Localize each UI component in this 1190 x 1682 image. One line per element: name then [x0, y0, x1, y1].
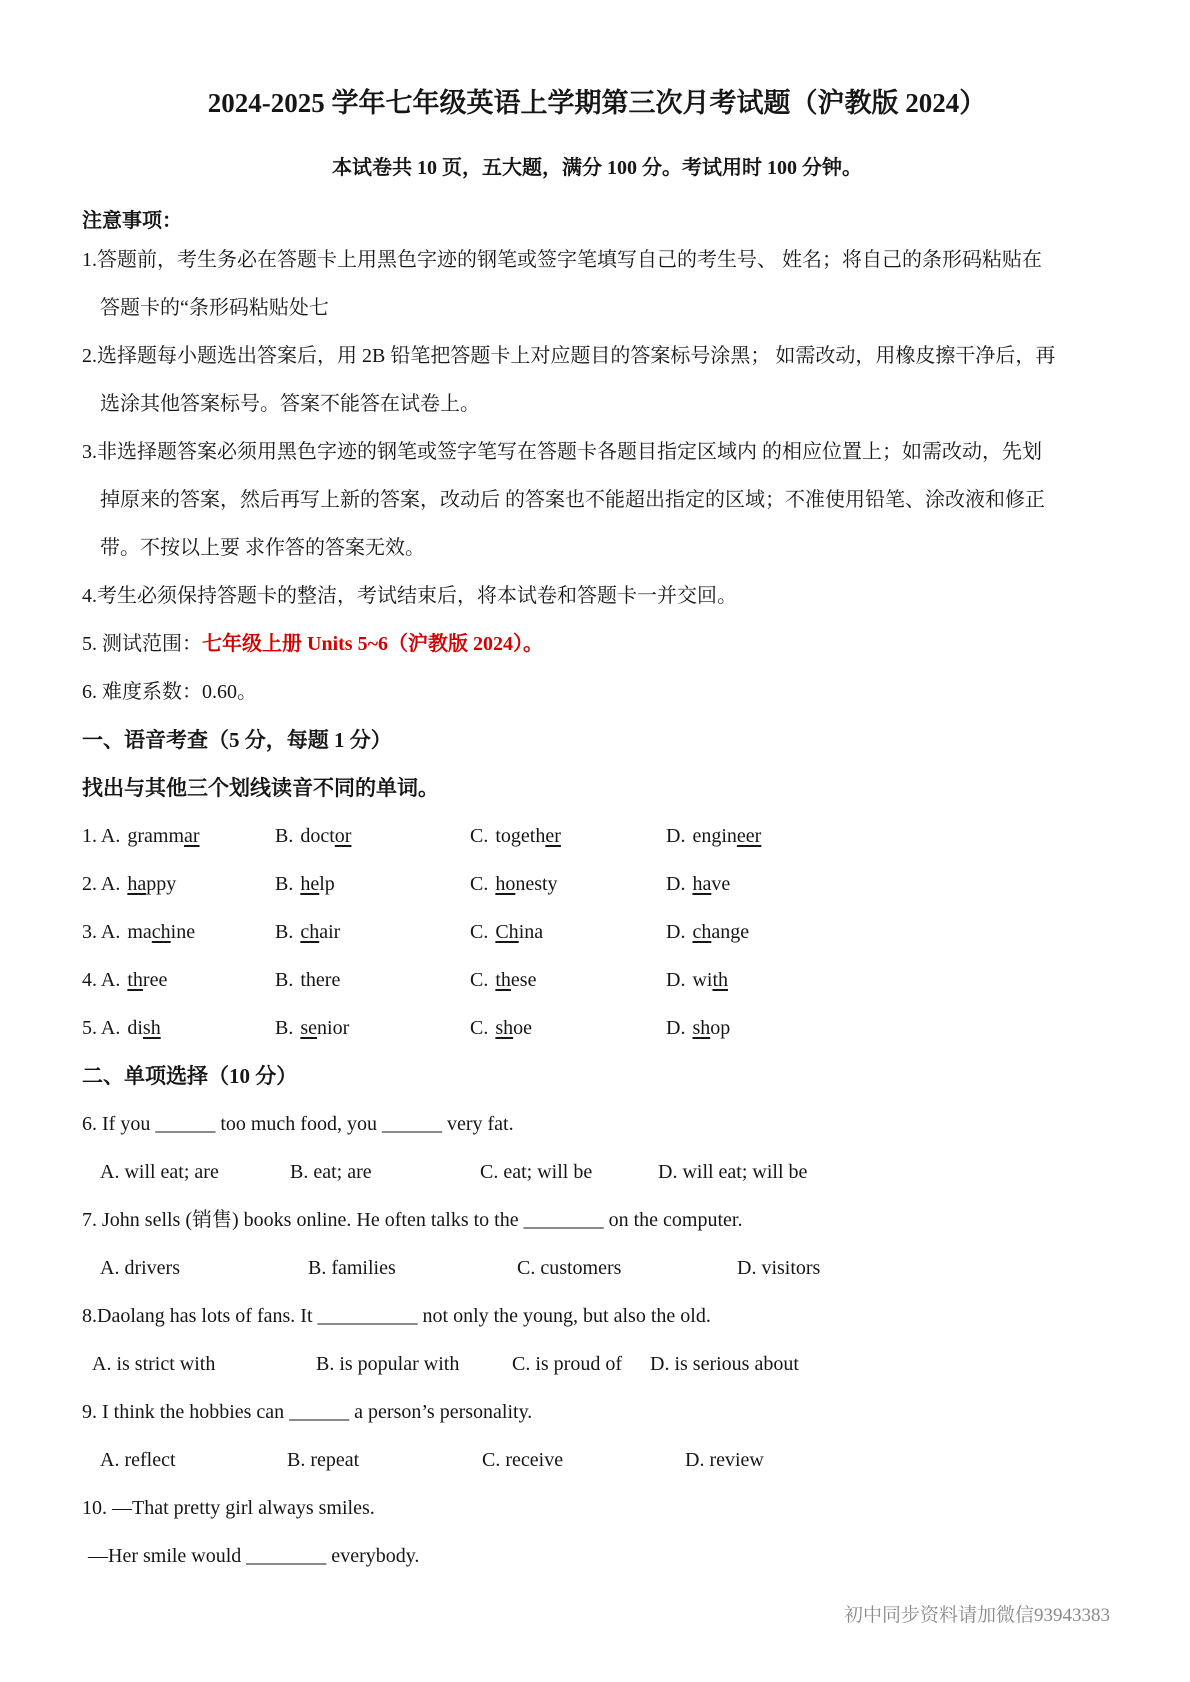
word-segment: ppy	[146, 873, 177, 895]
underlined-segment: th	[495, 969, 511, 991]
option-label: B.	[275, 969, 294, 991]
option-label: D.	[666, 825, 686, 847]
underlined-segment: th	[127, 969, 143, 991]
mc-option: D. is serious about	[650, 1353, 799, 1375]
word-segment: di	[127, 1017, 143, 1039]
phonetic-row-5	[82, 1004, 1112, 1052]
question-10-stem-line-2: —Her smile would ________ everybody.	[88, 1545, 420, 1567]
option-label: D.	[666, 1017, 686, 1039]
underlined-segment: ar	[184, 825, 200, 847]
option-label: D.	[666, 921, 686, 943]
word-segment: ree	[142, 969, 168, 991]
watermark-footer: 初中同步资料请加微信93943383	[843, 1605, 1110, 1626]
word-segment: togeth	[495, 825, 546, 847]
underlined-segment: se	[300, 1017, 318, 1039]
option-label: C.	[470, 921, 489, 943]
phonetic-option	[470, 860, 666, 908]
mc-option: C. is proud of	[512, 1353, 622, 1375]
phonetic-option	[470, 1004, 666, 1052]
underlined-segment: er	[545, 825, 561, 847]
word-segment: nior	[317, 1017, 350, 1039]
mc-option: A. drivers	[100, 1257, 180, 1279]
question-10-stem-line-1: 10. —That pretty girl always smiles.	[82, 1497, 375, 1519]
option-label: B.	[275, 825, 294, 847]
mc-option: A. will eat; are	[100, 1161, 219, 1183]
mc-option: D. visitors	[737, 1257, 821, 1279]
notice-5-prefix: 5. 测试范围：	[82, 633, 202, 655]
question-9-stem: 9. I think the hobbies can ______ a person’s personality.	[82, 1401, 533, 1423]
phonetic-option	[82, 908, 275, 956]
mc-option: B. is popular with	[316, 1353, 460, 1375]
word-segment: op	[710, 1017, 731, 1039]
option-label: C.	[470, 825, 489, 847]
option-label: 1. A.	[82, 825, 121, 847]
underlined-segment: ch	[300, 921, 320, 943]
word-segment: lp	[319, 873, 335, 895]
section-1-instruction: 找出与其他三个划线读音不同的单词。	[82, 776, 439, 800]
notice-3-line-2: 掉原来的答案，然后再写上新的答案，改动后 的答案也不能超出指定的区域；不准使用铅笔、涂改液和修正	[100, 489, 1045, 511]
question-8-stem: 8.Daolang has lots of fans. It __________ not only the young, but also the old.	[82, 1305, 711, 1327]
option-label: 5. A.	[82, 1017, 121, 1039]
phonetic-option	[470, 908, 666, 956]
underlined-segment: th	[712, 969, 729, 991]
underlined-segment: sh	[692, 1017, 711, 1039]
notice-6: 6. 难度系数：0.60。	[82, 681, 257, 703]
question-6-stem: 6. If you ______ too much food, you ______ very fat.	[82, 1113, 514, 1135]
underlined-segment: ho	[495, 873, 516, 895]
option-label: B.	[275, 1017, 294, 1039]
word-segment: ve	[711, 873, 731, 895]
option-label: 2. A.	[82, 873, 121, 895]
mc-option: C. receive	[482, 1449, 564, 1471]
option-label: B.	[275, 873, 294, 895]
question-7-stem: 7. John sells (销售) books online. He often talks to the ________ on the computer.	[82, 1209, 743, 1231]
word-segment: wi	[692, 969, 713, 991]
phonetic-option	[666, 908, 749, 956]
question-7-options	[82, 1244, 1112, 1292]
word-segment: nesty	[515, 873, 558, 895]
phonetic-row-3	[82, 908, 1112, 956]
phonetic-option	[275, 956, 470, 1004]
underlined-segment: ch	[692, 921, 712, 943]
section-1-heading: 一、语音考查（5 分，每题 1 分）	[82, 728, 392, 752]
page-content	[0, 86, 1190, 1580]
section-2-heading: 二、单项选择（10 分）	[82, 1064, 298, 1088]
notice-2-line-1: 2.选择题每小题选出答案后，用 2B 铅笔把答题卡上对应题目的答案标号涂黑； 如需改动，用橡皮擦干净后，再	[82, 345, 1056, 367]
underlined-segment: ch	[151, 921, 171, 943]
underlined-segment: sh	[495, 1017, 514, 1039]
option-label: B.	[275, 921, 294, 943]
phonetic-option	[275, 908, 470, 956]
question-6-options	[82, 1148, 1112, 1196]
option-label: D.	[666, 873, 686, 895]
mc-option: B. eat; are	[290, 1161, 372, 1183]
phonetic-option	[275, 860, 470, 908]
option-label: D.	[666, 969, 686, 991]
underlined-segment: he	[300, 873, 320, 895]
word-segment: ange	[711, 921, 750, 943]
underlined-segment: sh	[142, 1017, 161, 1039]
word-segment: doct	[300, 825, 335, 847]
underlined-segment: ha	[692, 873, 712, 895]
phonetic-option	[82, 860, 275, 908]
underlined-segment: or	[334, 825, 352, 847]
phonetic-option	[275, 812, 470, 860]
option-label: 4. A.	[82, 969, 121, 991]
paper-summary: 本试卷共 10 页，五大题，满分 100 分。考试用时 100 分钟。	[332, 157, 862, 179]
option-label: C.	[470, 1017, 489, 1039]
phonetic-option	[470, 812, 666, 860]
phonetic-option	[470, 956, 666, 1004]
word-segment: ma	[127, 921, 152, 943]
word-segment: ine	[170, 921, 196, 943]
notice-3-line-1: 3.非选择题答案必须用黑色字迹的钢笔或签字笔写在答题卡各题目指定区域内 的相应位置上；如需改动，先划	[82, 441, 1042, 463]
word-segment: gramm	[127, 825, 184, 847]
option-label: 3. A.	[82, 921, 121, 943]
page-title: 2024-2025 学年七年级英语上学期第三次月考试题（沪教版 2024）	[207, 88, 987, 118]
phonetic-option	[82, 812, 275, 860]
notice-1-line-1: 1.答题前，考生务必在答题卡上用黑色字迹的钢笔或签字笔填写自己的考生号、 姓名；将自己的条形码粘贴在	[82, 249, 1042, 271]
mc-option: C. eat; will be	[480, 1161, 593, 1183]
option-label: C.	[470, 969, 489, 991]
notice-3-line-3: 带。不按以上要 求作答的答案无效。	[100, 537, 425, 559]
option-label: C.	[470, 873, 489, 895]
phonetic-row-1	[82, 812, 1112, 860]
mc-option: C. customers	[517, 1257, 622, 1279]
phonetic-option	[666, 956, 728, 1004]
phonetic-option	[82, 956, 275, 1004]
notice-1-line-2: 答题卡的“条形码粘贴处七	[100, 297, 329, 319]
phonetic-row-4	[82, 956, 1112, 1004]
underlined-segment: ha	[127, 873, 147, 895]
phonetic-row-2	[82, 860, 1112, 908]
word-segment: ina	[518, 921, 544, 943]
mc-option: A. reflect	[100, 1449, 176, 1471]
mc-option: A. is strict with	[92, 1353, 216, 1375]
notice-5	[82, 620, 1112, 668]
phonetic-option	[666, 1004, 730, 1052]
phonetic-option	[275, 1004, 470, 1052]
question-9-options	[82, 1436, 1112, 1484]
word-segment: ese	[510, 969, 537, 991]
test-scope-highlight: 七年级上册 Units 5~6（沪教版 2024）。	[202, 633, 543, 655]
word-segment: air	[319, 921, 341, 943]
notice-4: 4.考生必须保持答题卡的整洁，考试结束后，将本试卷和答题卡一并交回。	[82, 585, 737, 607]
phonetic-option	[82, 1004, 275, 1052]
word-segment: there	[300, 969, 341, 991]
notice-heading: 注意事项：	[82, 210, 182, 232]
question-8-options	[82, 1340, 1112, 1388]
underlined-segment: Ch	[495, 921, 519, 943]
mc-option: D. will eat; will be	[658, 1161, 808, 1183]
phonetic-option	[666, 860, 730, 908]
word-segment: oe	[513, 1017, 533, 1039]
underlined-segment: eer	[736, 825, 762, 847]
mc-option: B. families	[308, 1257, 396, 1279]
mc-option: B. repeat	[287, 1449, 360, 1471]
word-segment: engin	[692, 825, 737, 847]
notice-2-line-2: 选涂其他答案标号。答案不能答在试卷上。	[100, 393, 480, 415]
mc-option: D. review	[685, 1449, 764, 1471]
phonetic-option	[666, 812, 761, 860]
